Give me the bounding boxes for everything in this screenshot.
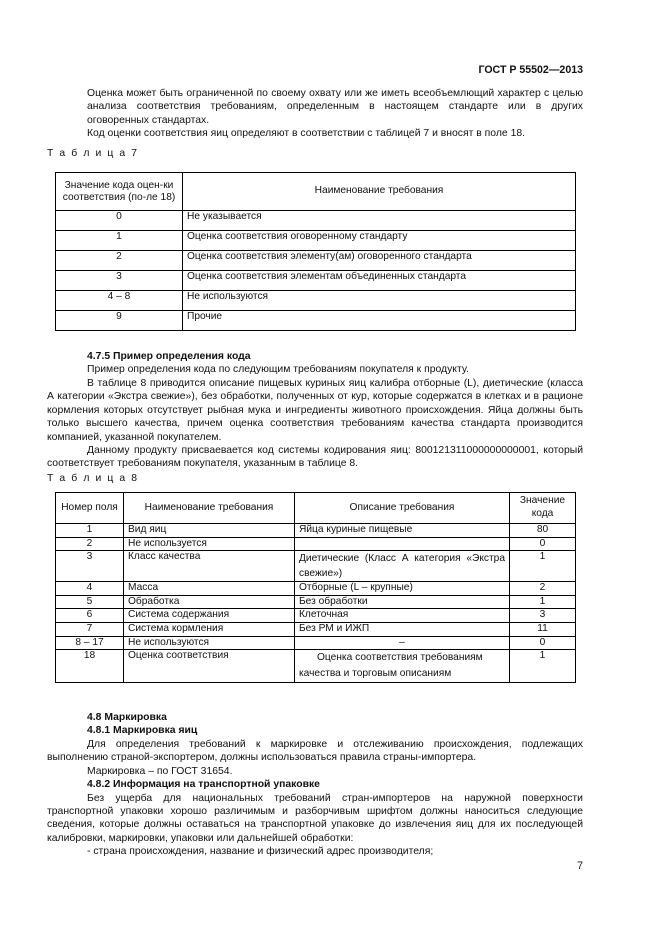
paragraph: - страна происхождения, название и физический адрес производителя; xyxy=(87,846,434,858)
table8-cell-description: – xyxy=(295,636,510,650)
table8-cell-requirement: Вид яиц xyxy=(124,524,295,538)
subsection-heading: 4.8.1 Маркировка яиц xyxy=(87,725,198,737)
table8-caption: Т а б л и ц а 8 xyxy=(47,473,139,484)
table-row xyxy=(56,251,576,271)
section-heading: 4.8 Маркировка xyxy=(87,712,167,723)
table8-cell-value: 1 xyxy=(510,551,576,582)
table8-cell-value: 1 xyxy=(510,650,576,683)
paragraph: Для определения требований к маркировке и отслеживанию происхождения, подлежащих выполнению страной-экспортером, должны использоваться правила страны-импортера. xyxy=(47,739,583,764)
table7-cell-code: 9 xyxy=(56,311,183,331)
intro-block xyxy=(87,87,583,127)
table8-cell-field: 5 xyxy=(56,595,124,609)
table8-cell-field: 8 – 17 xyxy=(56,636,124,650)
section-4-7-5-body xyxy=(47,377,583,471)
table8-cell-value: 0 xyxy=(510,537,576,551)
table8-header-value: Значение кода xyxy=(510,493,576,524)
table7-caption: Т а б л и ц а 7 xyxy=(47,148,139,159)
paragraph: Данному продукту присваевается код системы кодирования яиц: 800121311000000000001, который соответствует требованиям покупателя, указанным в таблице 8. xyxy=(47,445,583,470)
table-row xyxy=(56,595,576,609)
table7-cell-name: Прочие xyxy=(183,311,576,331)
table-row xyxy=(56,524,576,538)
table8-cell-requirement: Не используются xyxy=(124,636,295,650)
intro-paragraph-2: Код оценки соответствия яиц определяют в соответствии с таблицей 7 и вносят в поле 18. xyxy=(87,128,526,139)
paragraph: Пример определения кода по следующим требованиям покупателя к продукту. xyxy=(87,364,469,376)
table-row xyxy=(56,650,576,683)
table7-cell-name: Не указывается xyxy=(183,211,576,231)
table7-header-row xyxy=(56,173,576,211)
intro-paragraph-1: Оценка может быть ограниченной по своему охвату или же иметь всеобъемлющий характер с целью анализа соответствия требованиям, определенным в настоящем стандарте или в других оговоренных стандартах. xyxy=(87,88,583,126)
table8-header-requirement: Наименование требования xyxy=(124,493,295,524)
section-4-7-5 xyxy=(87,350,583,377)
section-4-8-body xyxy=(47,738,583,859)
table-row xyxy=(56,271,576,291)
table8-cell-field: 6 xyxy=(56,609,124,623)
table7-cell-name: Оценка соответствия оговоренному стандарту xyxy=(183,231,576,251)
table-row xyxy=(56,609,576,623)
table8-cell-value: 2 xyxy=(510,582,576,596)
table-row xyxy=(56,582,576,596)
table8-cell-value: 1 xyxy=(510,595,576,609)
table8-cell-description: Отборные (L – крупные) xyxy=(295,582,510,596)
table-row xyxy=(56,537,576,551)
table8-cell-field: 7 xyxy=(56,622,124,636)
table-row xyxy=(56,311,576,331)
table8-header-field: Номер поля xyxy=(56,493,124,524)
table8-cell-requirement: Не используется xyxy=(124,537,295,551)
table8-cell-requirement: Система содержания xyxy=(124,609,295,623)
table8-cell-field: 4 xyxy=(56,582,124,596)
standard-code-header: ГОСТ Р 55502—2013 xyxy=(478,64,583,76)
table8-cell-description: Без РМ и ИЖП xyxy=(295,622,510,636)
table8-cell-field: 1 xyxy=(56,524,124,538)
table8-cell-description: Без обработки xyxy=(295,595,510,609)
table7-cell-code: 0 xyxy=(56,211,183,231)
table8-cell-field: 2 xyxy=(56,537,124,551)
table7-cell-code: 2 xyxy=(56,251,183,271)
table8-cell-value: 80 xyxy=(510,524,576,538)
table8-cell-field: 3 xyxy=(56,551,124,582)
table8-header-description: Описание требования xyxy=(295,493,510,524)
table7-header-requirement: Наименование требования xyxy=(183,173,576,211)
page-number: 7 xyxy=(577,860,583,872)
table8-cell-description: Оценка соответствия требованиям качества и торговым описаниям xyxy=(295,650,510,683)
subsection-heading: 4.8.2 Информация на транспортной упаковке xyxy=(87,779,320,791)
table-8 xyxy=(55,492,576,683)
table-7 xyxy=(55,172,576,331)
table-row xyxy=(56,231,576,251)
table8-cell-description: Диетические (Класс А категория «Экстра свежие») xyxy=(295,551,510,582)
section-4-8 xyxy=(87,711,583,738)
table8-cell-requirement: Класс качества xyxy=(124,551,295,582)
table-row xyxy=(56,291,576,311)
table8-cell-requirement: Система кормления xyxy=(124,622,295,636)
table7-header-code: Значение кода оцен-ки соответствия (по-ле 18) xyxy=(56,173,183,211)
table8-cell-field: 18 xyxy=(56,650,124,683)
table8-cell-requirement: Оценка соответствия xyxy=(124,650,295,683)
table-row xyxy=(56,551,576,582)
table7-cell-name: Не используются xyxy=(183,291,576,311)
table8-cell-requirement: Масса xyxy=(124,582,295,596)
table8-cell-value: 0 xyxy=(510,636,576,650)
section-heading: 4.7.5 Пример определения кода xyxy=(87,351,251,362)
table8-cell-value: 3 xyxy=(510,609,576,623)
paragraph: Без ущерба для национальных требований стран-импортеров на наружной поверхности транспортной упаковки хорошо различимым и разборчивым шрифтом должны наноситься следующие сведения, которые должны оставаться на транспортной упаковке до извлечения яиц для их последующей калибровки, маркировки, упаковки или дальнейшей обработки: xyxy=(47,792,583,844)
table-row xyxy=(56,622,576,636)
paragraph: Маркировка – по ГОСТ 31654. xyxy=(87,765,233,777)
table-row xyxy=(56,211,576,231)
table7-cell-code: 4 – 8 xyxy=(56,291,183,311)
table7-cell-name: Оценка соответствия элементу(ам) оговоренного стандарта xyxy=(183,251,576,271)
table8-header-row xyxy=(56,493,576,524)
intro-paragraph-2-block xyxy=(87,127,583,140)
paragraph: В таблице 8 приводится описание пищевых куриных яиц калибра отборные (L), диетические (класса А категории «Экстра свежие»), без обработки, полученных от кур, которые содержатся в клетках и в рационе кормления которых отсутствует рыбная мука и ингредиенты животного происхождения. Яйца должны быть только высшего качества, причем оценка соответствия требованиям качества стандарта производится компанией, указанной покупателем. xyxy=(47,378,583,443)
table7-cell-code: 1 xyxy=(56,231,183,251)
table8-cell-requirement: Обработка xyxy=(124,595,295,609)
table7-cell-code: 3 xyxy=(56,271,183,291)
table8-cell-description xyxy=(295,537,510,551)
table7-cell-name: Оценка соответствия элементам объединенных стандарта xyxy=(183,271,576,291)
table-row xyxy=(56,636,576,650)
table8-cell-value: 11 xyxy=(510,622,576,636)
table8-cell-description: Яйца куриные пищевые xyxy=(295,524,510,538)
table8-cell-description: Клеточная xyxy=(295,609,510,623)
